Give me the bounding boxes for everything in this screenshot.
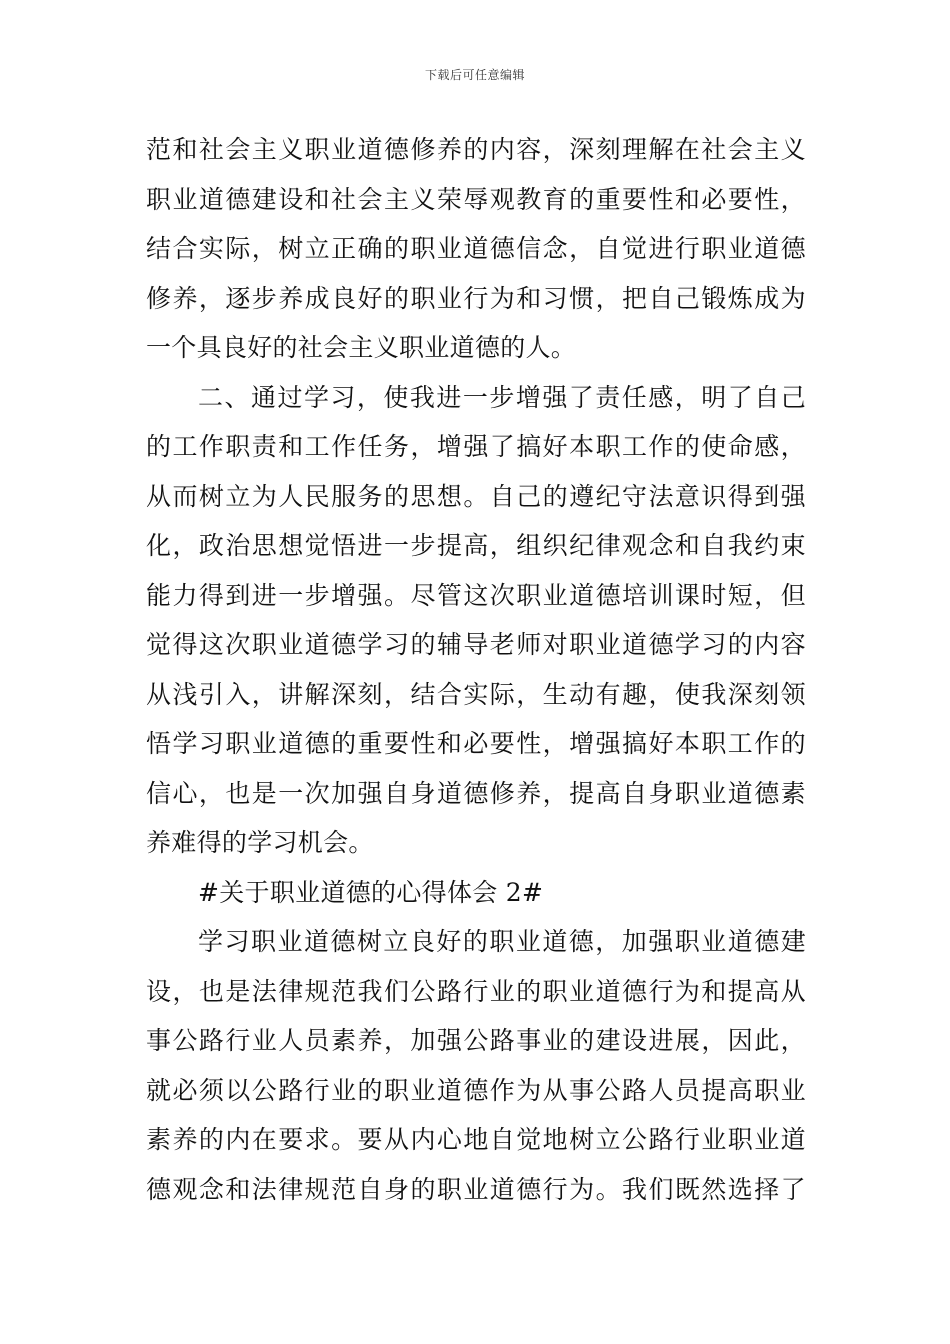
text-line: 的工作职责和工作任务，增强了搞好本职工作的使命感， bbox=[146, 432, 806, 461]
text-line: 觉得这次职业道德学习的辅导老师对职业道德学习的内容 bbox=[146, 630, 806, 659]
text-line: 信心，也是一次加强自身道德修养，提高自身职业道德素 bbox=[146, 778, 806, 808]
text-line: 学习职业道德树立良好的职业道德，加强职业道德建 bbox=[198, 927, 806, 956]
text-line: 德观念和法律规范自身的职业道德行为。我们既然选择了 bbox=[146, 1174, 806, 1204]
text-line: 一个具良好的社会主义职业道德的人。 bbox=[146, 333, 577, 362]
text-line: 范和社会主义职业道德修养的内容，深刻理解在社会主义 bbox=[146, 135, 806, 164]
text-line: 事公路行业人员素养，加强公路事业的建设进展，因此， bbox=[146, 1026, 806, 1055]
text-line: 化，政治思想觉悟进一步提高，组织纪律观念和自我约束 bbox=[146, 531, 806, 560]
text-line: 设，也是法律规范我们公路行业的职业道德行为和提高从 bbox=[146, 976, 806, 1006]
section-heading: #关于职业道德的心得体会 2# bbox=[198, 877, 544, 907]
text-line: 二、通过学习，使我进一步增强了责任感，明了自己 bbox=[198, 382, 806, 412]
text-line: 从浅引入，讲解深刻，结合实际，生动有趣，使我深刻领 bbox=[146, 679, 806, 709]
text-line: 悟学习职业道德的重要性和必要性，增强搞好本职工作的 bbox=[146, 729, 806, 758]
text-line: 素养的内在要求。要从内心地自觉地树立公路行业职业道 bbox=[146, 1125, 806, 1154]
text-line: 结合实际，树立正确的职业道德信念，自觉进行职业道德 bbox=[146, 234, 806, 263]
text-line: 养难得的学习机会。 bbox=[146, 828, 374, 857]
text-line: 从而树立为人民服务的思想。自己的遵纪守法意识得到强 bbox=[146, 481, 806, 511]
text-line: 就必须以公路行业的职业道德作为从事公路人员提高职业 bbox=[146, 1075, 806, 1105]
body-text bbox=[146, 125, 806, 1214]
text-line: 修养，逐步养成良好的职业行为和习惯，把自己锻炼成为 bbox=[146, 283, 806, 313]
text-line: 职业道德建设和社会主义荣辱观教育的重要性和必要性， bbox=[146, 184, 806, 214]
header-note: 下载后可任意编辑 bbox=[424, 68, 525, 82]
text-line: 能力得到进一步增强。尽管这次职业道德培训课时短，但 bbox=[146, 580, 806, 610]
